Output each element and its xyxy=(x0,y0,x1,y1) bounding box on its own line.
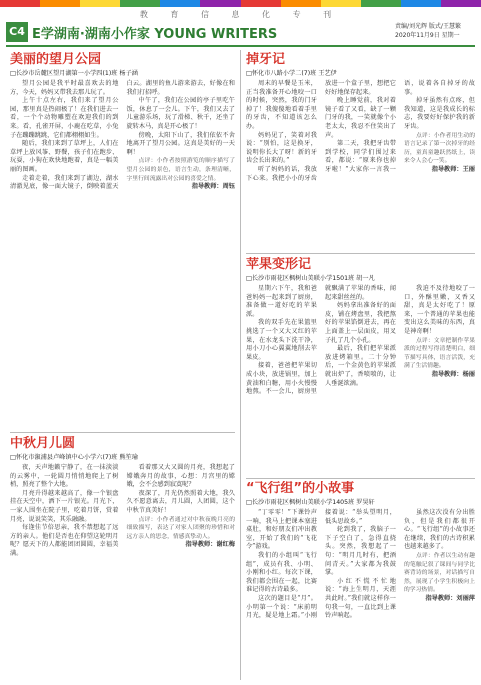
stripe-segment xyxy=(361,0,402,7)
paragraph: 走着走着，我们来到了湖边，湖水清澈见底，像一面大镜子，倒映着蓝天白云。湖里的鱼儿游来游去，好像在和我们打招呼。 xyxy=(10,80,235,191)
article-author: □长沙市岳麓区望月湖第一小学四(1)班 杨子涵 xyxy=(10,70,138,77)
paragraph: 听了妈妈的话，我放下心来。我把小小的牙齿放进一个盒子里，想把它好好地保存起来。 xyxy=(246,80,396,182)
article-title: 中秋月儿圆 xyxy=(10,436,76,451)
paragraph: 看着那又大又圆的月亮，我想起了嫦娥奔月的故事，心想：月宫里的嫦娥，会不会感到寂寞呢？ xyxy=(126,464,235,489)
header-rule xyxy=(6,45,475,47)
paragraph: 第二天，我把牙齿带到学校，同学们围过来看，都说：“原来你也掉牙啦！”大家你一言我一语，说着各自掉牙的故事。 xyxy=(325,80,475,173)
stripe-segment xyxy=(241,0,282,7)
teacher-comment: 点评：小作者通过对中秋夜晚月亮的细致描写，表达了对家人团聚的珍惜和对远方亲人的思念，情感真挚动人。 xyxy=(126,516,235,540)
teacher-comment: 点评：小作者用生动的语言记录了第一次掉牙的经历，童真童趣跃然纸上，读来令人会心一笑。 xyxy=(404,132,475,165)
stripe-segment xyxy=(321,0,362,7)
tutor-credit: 指导教师：刘丽萍 xyxy=(425,594,475,602)
stripe-segment xyxy=(200,0,241,7)
paragraph: 傍晚，太阳下山了，我们依依不舍地离开了望月公园。这真是美好的一天啊！ xyxy=(126,131,235,156)
teacher-comment: 点评：文章把制作苹果派的过程写得清楚明白，细节描写具体，语言活泼，充满了生活情趣。 xyxy=(404,337,475,370)
article-body xyxy=(246,80,475,183)
page-meta xyxy=(395,22,475,40)
article-title: 苹果变形记 xyxy=(246,257,312,272)
paragraph: 虽然这次没有分出胜负，但是我们都很开心。“飞行组”的小故事还在继续，我们的古诗积累也越来越多了。 xyxy=(404,509,475,551)
paragraph: 妈妈拿出准备好的面皮，铺在烤盘里，我把熬好的苹果馅倒进去，再在上面盖上一层面皮，用叉子扎了几个小孔。 xyxy=(325,302,396,344)
article-author: □怀化市溆浦县卢峰镇中心小学六(7)班 熊笙瑜 xyxy=(10,454,138,461)
article-body xyxy=(10,464,235,559)
paragraph: 这次的题目是“月”。小明第一个说：“床前明月光，疑是地上霜。”小刚接着说：“举头望明月，低头思故乡。” xyxy=(246,509,396,620)
paragraph: 中午了，我们在公园的亭子里吃午饭，休息了一会儿。下午，我们又去了儿童游乐场，玩了滑梯、秋千，还坐了旋转木马，真是开心极了！ xyxy=(126,97,235,130)
teacher-comment: 点评：小作者按照游览的顺序描写了望月公园的景色，语言生动，条理清晰，字里行间流露出对公园的喜爱之情。 xyxy=(126,158,235,182)
article-title: “飞行组”的小故事 xyxy=(246,481,355,496)
article-body xyxy=(246,509,475,621)
column-divider xyxy=(240,50,241,680)
paragraph: 月亮升得越来越高了，像一个银盘挂在天空中，洒下一片银光。月光下，一家人围坐在院子里，吃着月饼，赏着月亮，说说笑笑，其乐融融。 xyxy=(10,489,119,523)
stripe-segment xyxy=(80,0,121,7)
paragraph: 妈妈见了，笑着对我说：“别怕，这是换牙，说明你长大了呀！新的牙齿会长出来的。” xyxy=(246,131,317,165)
stripe-segment xyxy=(160,0,201,7)
paragraph: 轮到我了，我脑子一下子空白了，急得直挠头。突然，我想起了一句：“明月几时有，把酒问青天。”大家都为我鼓掌。 xyxy=(325,526,396,577)
paragraph: 周末的早餐是玉米，正当我准备开心地咬一口的时候，突然，我的门牙掉了！我傻傻地看着手里的牙齿，不知道该怎么办。 xyxy=(246,80,317,130)
article-title: 掉牙记 xyxy=(246,52,286,67)
paragraph: 星期六下午，我和爸爸妈妈一起来到了厨房，准备做一道好吃的苹果派。 xyxy=(246,285,317,318)
masthead-slogan: 教 育 信 息 化 专 刊 xyxy=(139,10,342,19)
stripe-segment xyxy=(281,0,322,7)
issue-date: 2020年11月9日 星期一 xyxy=(395,32,460,39)
paragraph: 上午十点左右，我们来了望月公园，那里真是热闹极了！在我们进去一看，一个个动物雕塑在欢迎我们的到来。看，孔雀开屏，小鹿在吃草，小兔子在蹦蹦跳跳，它们都栩栩如生。 xyxy=(10,97,119,139)
article-moon-park xyxy=(10,52,235,428)
divider xyxy=(246,253,475,254)
paragraph: 夜深了，月光仍然照着大地，我久久不愿意离去，月儿圆，人团圆，这个中秋节真美好！ xyxy=(126,489,235,514)
tutor-credit: 指导教师：杨丽 xyxy=(431,370,475,378)
tutor-credit: 指导教师：周钰 xyxy=(191,183,235,191)
paragraph: 每逢佳节倍思亲，我不禁想起了远方的亲人。他们是否也在仰望这轮明月呢？愿天下的人都能团团圆圆，幸福美满。 xyxy=(10,524,119,557)
tutor-credit: 指导教师：王丽 xyxy=(431,165,475,173)
paragraph: 我们的小组叫“飞行组”，成员有我、小明、小刚和小红。每次下课，我们都会围在一起，比赛谁记得的古诗最多。 xyxy=(246,551,317,594)
stripe-segment xyxy=(120,0,161,7)
paragraph: 随后，我们来到了草坪上，人们在草坪上放风筝、野餐，孩子们在跑步、玩耍，小狗在欢快地跑着，真是一幅美丽的图画。 xyxy=(10,140,119,173)
article-body xyxy=(246,285,475,397)
paragraph: 望月公园是我平时最喜欢去的地方，今天，妈妈又带我去那儿玩了。 xyxy=(10,80,119,96)
paragraph: “丁零零！”下课铃声一响，我马上把课本塞进桌肚，和好朋友们冲出教室，开始了我们的“飞花令”游戏。 xyxy=(246,509,317,551)
article-mid-autumn xyxy=(10,436,235,679)
article-flying-group xyxy=(246,481,475,679)
article-apple xyxy=(246,257,475,475)
article-author: □长沙市雨花区枫树山美联小学1405班 罗昊轩 xyxy=(246,499,375,506)
divider xyxy=(10,432,235,433)
paragraph: 接着，爸爸把苹果切成小块，放进锅里，加上黄油和白糖，用小火慢慢地熬。不一会儿，厨房里就飘满了苹果的香味，闻起来甜丝丝的。 xyxy=(246,285,396,396)
teacher-comment: 点评：作者以生动有趣的笔触记叙了课间与同学比赛背诗的场景，对话描写自然，展现了小学生积极向上的学习热情。 xyxy=(404,552,475,594)
paragraph: 晚上睡觉前，我对着镜子看了又看，缺了一颗门牙的我，一笑就像个小老太太，我忍不住笑出了声。 xyxy=(325,97,396,139)
page-number: C4 xyxy=(6,22,28,42)
stripe-segment xyxy=(441,0,481,7)
article-author: □怀化市八路小学二(7)班 王艺伊 xyxy=(246,70,337,77)
paragraph: 掉牙虽然有点疼，但我知道，这是我成长的标志，我要好好保护我的新牙齿。 xyxy=(404,97,475,130)
divider xyxy=(246,478,475,479)
paragraph: 最后，我们把苹果派放进烤箱里。二十分钟后，一个金黄色的苹果派就出炉了，香喷喷的，让人垂涎欲滴。 xyxy=(325,345,396,387)
section-title: E学湖南·湖南小作家 YOUNG WRITERS xyxy=(32,27,278,42)
article-title: 美丽的望月公园 xyxy=(10,52,102,67)
editor-credit: 责编/刘光辉 版式/王慧繁 xyxy=(395,23,461,30)
page-header xyxy=(6,22,475,44)
stripe-segment xyxy=(40,0,81,7)
article-body xyxy=(10,80,235,192)
stripe-segment xyxy=(401,0,442,7)
paragraph: 小红不慌不忙地说：“海上生明月，天涯共此时。”我们就这样你一句我一句，一直比到上课铃声响起。 xyxy=(325,577,396,620)
paragraph: 我的双手先在果篮里挑选了一个又大又红的苹果，在水龙头下洗干净，用小刀小心翼翼地削去苹果皮。 xyxy=(246,319,317,361)
tutor-credit: 指导教师：谢红梅 xyxy=(185,541,235,549)
stripe-segment xyxy=(0,0,41,7)
article-lost-tooth xyxy=(246,52,475,250)
rainbow-stripe xyxy=(0,0,481,7)
paragraph: 我迫不及待地咬了一口，外酥里嫩，又香又甜，真是太好吃了！原来，一个普通的苹果也能变出这么美味的东西，真是神奇啊！ xyxy=(404,285,475,335)
article-author: □长沙市雨花区枫树山美联小学1501班 胡一凡 xyxy=(246,275,375,282)
paragraph: 夜，天声地籁宁静了，在一抹淡淡的云雾中，一轮圆月悄悄地爬上了树梢，照亮了整个大地。 xyxy=(10,464,119,489)
